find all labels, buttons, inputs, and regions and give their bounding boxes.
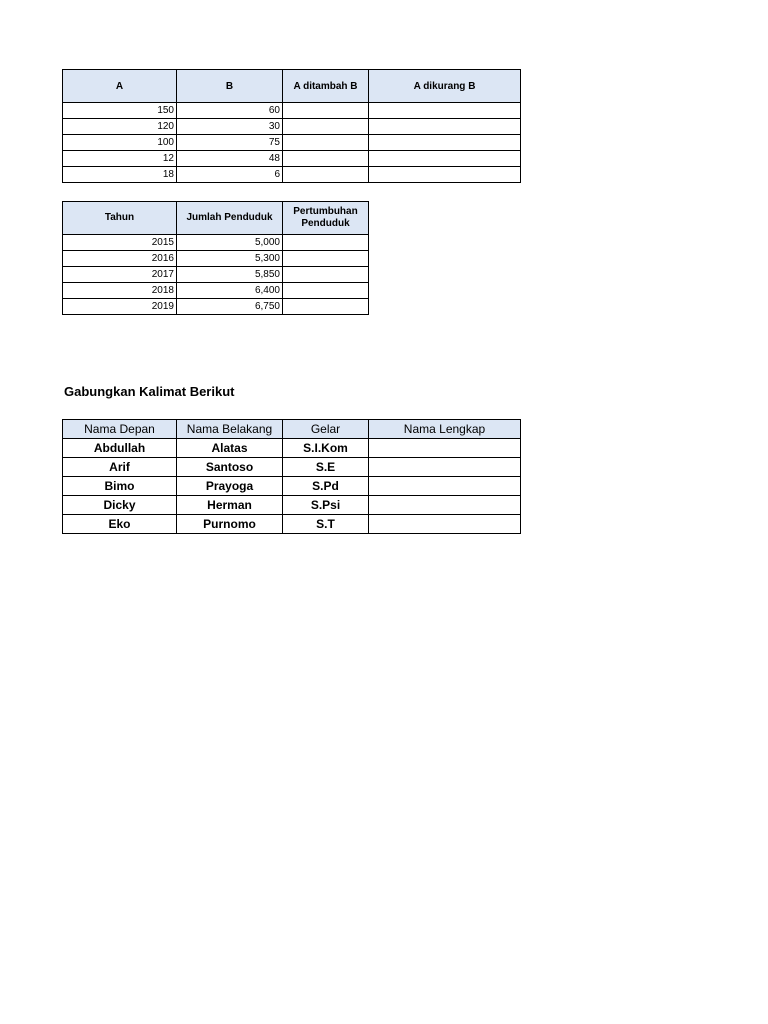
table-row <box>63 167 521 183</box>
cell-first-name[interactable]: Bimo <box>63 477 177 496</box>
cell-population[interactable]: 5,000 <box>177 235 283 251</box>
cell-difference[interactable] <box>369 167 521 183</box>
cell-growth[interactable] <box>283 251 369 267</box>
cell-a[interactable]: 18 <box>63 167 177 183</box>
cell-first-name[interactable]: Dicky <box>63 496 177 515</box>
cell-b[interactable]: 60 <box>177 103 283 119</box>
cell-a[interactable]: 120 <box>63 119 177 135</box>
table-header-row <box>63 202 369 235</box>
table-row <box>63 251 369 267</box>
cell-difference[interactable] <box>369 103 521 119</box>
cell-title[interactable]: S.Psi <box>283 496 369 515</box>
cell-last-name[interactable]: Santoso <box>177 458 283 477</box>
cell-full-name[interactable] <box>369 477 521 496</box>
section-title: Gabungkan Kalimat Berikut <box>64 384 235 399</box>
table-header-row <box>63 70 521 103</box>
cell-b[interactable]: 75 <box>177 135 283 151</box>
table-row <box>63 477 521 496</box>
table-row <box>63 135 521 151</box>
header-cell-last-name: Nama Belakang <box>177 420 283 439</box>
table-row <box>63 299 369 315</box>
cell-first-name[interactable]: Arif <box>63 458 177 477</box>
cell-year[interactable]: 2016 <box>63 251 177 267</box>
population-table <box>62 201 369 315</box>
cell-last-name[interactable]: Alatas <box>177 439 283 458</box>
cell-population[interactable]: 6,750 <box>177 299 283 315</box>
cell-b[interactable]: 6 <box>177 167 283 183</box>
cell-sum[interactable] <box>283 167 369 183</box>
header-cell-title: Gelar <box>283 420 369 439</box>
header-cell-difference: A dikurang B <box>369 70 521 103</box>
cell-growth[interactable] <box>283 283 369 299</box>
table-row <box>63 235 369 251</box>
cell-difference[interactable] <box>369 135 521 151</box>
cell-difference[interactable] <box>369 151 521 167</box>
cell-year[interactable]: 2017 <box>63 267 177 283</box>
header-cell-sum: A ditambah B <box>283 70 369 103</box>
header-cell-a: A <box>63 70 177 103</box>
table-row <box>63 103 521 119</box>
cell-population[interactable]: 5,850 <box>177 267 283 283</box>
cell-growth[interactable] <box>283 235 369 251</box>
cell-sum[interactable] <box>283 151 369 167</box>
cell-title[interactable]: S.Pd <box>283 477 369 496</box>
names-table <box>62 419 521 534</box>
cell-year[interactable]: 2015 <box>63 235 177 251</box>
cell-growth[interactable] <box>283 299 369 315</box>
header-cell-b: B <box>177 70 283 103</box>
cell-last-name[interactable]: Prayoga <box>177 477 283 496</box>
cell-difference[interactable] <box>369 119 521 135</box>
arithmetic-table <box>62 69 521 183</box>
cell-growth[interactable] <box>283 267 369 283</box>
cell-population[interactable]: 5,300 <box>177 251 283 267</box>
header-cell-growth: Pertumbuhan Penduduk <box>283 202 369 235</box>
cell-a[interactable]: 150 <box>63 103 177 119</box>
cell-a[interactable]: 100 <box>63 135 177 151</box>
header-cell-first-name: Nama Depan <box>63 420 177 439</box>
cell-last-name[interactable]: Herman <box>177 496 283 515</box>
cell-b[interactable]: 48 <box>177 151 283 167</box>
table-row <box>63 496 521 515</box>
cell-sum[interactable] <box>283 135 369 151</box>
cell-last-name[interactable]: Purnomo <box>177 515 283 534</box>
table-row <box>63 151 521 167</box>
cell-a[interactable]: 12 <box>63 151 177 167</box>
cell-title[interactable]: S.E <box>283 458 369 477</box>
cell-year[interactable]: 2018 <box>63 283 177 299</box>
cell-full-name[interactable] <box>369 515 521 534</box>
cell-title[interactable]: S.T <box>283 515 369 534</box>
cell-title[interactable]: S.I.Kom <box>283 439 369 458</box>
cell-full-name[interactable] <box>369 496 521 515</box>
table-row <box>63 119 521 135</box>
cell-population[interactable]: 6,400 <box>177 283 283 299</box>
table-row <box>63 458 521 477</box>
cell-first-name[interactable]: Eko <box>63 515 177 534</box>
table-header-row <box>63 420 521 439</box>
table-row <box>63 515 521 534</box>
cell-sum[interactable] <box>283 103 369 119</box>
cell-year[interactable]: 2019 <box>63 299 177 315</box>
table-row <box>63 283 369 299</box>
cell-b[interactable]: 30 <box>177 119 283 135</box>
cell-sum[interactable] <box>283 119 369 135</box>
cell-full-name[interactable] <box>369 458 521 477</box>
table-row <box>63 439 521 458</box>
cell-full-name[interactable] <box>369 439 521 458</box>
header-cell-population: Jumlah Penduduk <box>177 202 283 235</box>
header-cell-year: Tahun <box>63 202 177 235</box>
header-cell-full-name: Nama Lengkap <box>369 420 521 439</box>
cell-first-name[interactable]: Abdullah <box>63 439 177 458</box>
table-row <box>63 267 369 283</box>
